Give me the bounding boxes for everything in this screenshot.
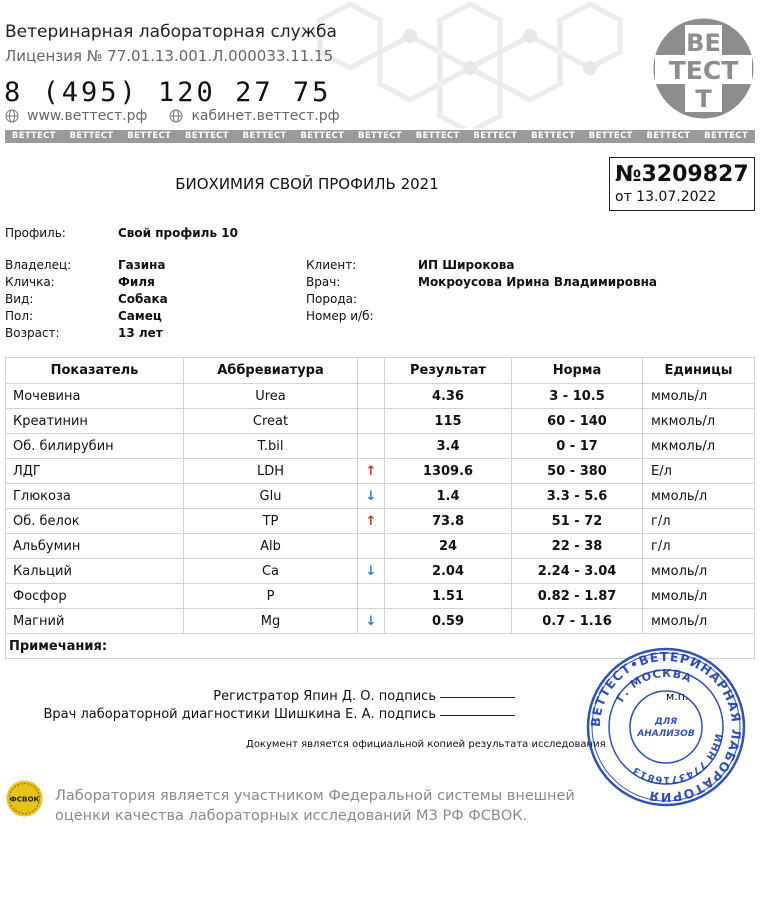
abbreviation: Urea [184, 384, 358, 409]
header-norm: Норма [512, 358, 643, 384]
report-number: №3209827 [615, 162, 749, 187]
table-header-row [6, 358, 755, 384]
table-row [6, 409, 755, 434]
result-value: 1309.6 [385, 459, 512, 484]
deviation-flag [358, 509, 385, 534]
deviation-flag [358, 484, 385, 509]
organization-name: Ветеринарная лабораторная служба [5, 22, 337, 42]
norm-range: 0.7 - 1.16 [512, 609, 643, 634]
license-number: Лицензия № 77.01.13.001.Л.000033.11.15 [5, 47, 334, 65]
table-row [6, 534, 755, 559]
doctor-signature-text: Врач лабораторной диагностики Шишкина Е. А. подпись [43, 707, 436, 722]
brand-band [5, 130, 755, 143]
sex-value: Самец [118, 309, 162, 323]
deviation-flag [358, 434, 385, 459]
doctor-value: Мокроусова Ирина Владимировна [418, 275, 657, 289]
indicator-name: Об. билирубин [6, 434, 184, 459]
unit: мкмоль/л [643, 434, 755, 459]
card-label: Номер и/б: [306, 309, 374, 323]
header-indicator: Показатель [6, 358, 184, 384]
official-copy-note: Документ является официальной копией результата исследования [246, 739, 606, 750]
norm-range: 50 - 380 [512, 459, 643, 484]
owner-value: Газина [118, 258, 166, 272]
fsvok-line-1: Лаборатория является участником Федеральной системы внешней [55, 788, 575, 804]
indicator-name: Магний [6, 609, 184, 634]
indicator-name: Креатинин [6, 409, 184, 434]
stamp-center-line2: АНАЛИЗОВ [637, 729, 695, 739]
globe-icon [5, 109, 19, 123]
norm-range: 0 - 17 [512, 434, 643, 459]
unit: г/л [643, 534, 755, 559]
logo-text-bottom: Т [695, 85, 712, 113]
unit: ммоль/л [643, 484, 755, 509]
stamp-city: Г. МОСКВА [613, 666, 695, 705]
table-row [6, 609, 755, 634]
unit: мкмоль/л [643, 409, 755, 434]
client-value: ИП Широкова [418, 258, 515, 272]
arrow-down-icon: ↓ [365, 563, 377, 579]
breed-label: Порода: [306, 292, 358, 306]
table-row [6, 434, 755, 459]
fsvok-logo [6, 780, 43, 817]
abbreviation: Glu [184, 484, 358, 509]
arrow-up-icon: ↑ [365, 463, 377, 479]
header-abbreviation: Аббревиатура [184, 358, 358, 384]
band-text: ВЕТТЕСТ [127, 131, 172, 141]
logo-text-middle: ТЕСТ [668, 56, 739, 85]
abbreviation: Mg [184, 609, 358, 634]
stamp-outer-text: ВЕТТЕСТ•ВЕТЕРИНАРНАЯ ЛАБОРАТОРИЯ [587, 648, 745, 806]
result-value: 115 [385, 409, 512, 434]
result-value: 24 [385, 534, 512, 559]
cabinet-link[interactable] [169, 108, 339, 124]
result-value: 4.36 [385, 384, 512, 409]
profile-value: Свой профиль 10 [118, 226, 238, 240]
norm-range: 3 - 10.5 [512, 384, 643, 409]
deviation-flag [358, 409, 385, 434]
unit: ммоль/л [643, 559, 755, 584]
results-table [5, 357, 755, 659]
unit: ммоль/л [643, 609, 755, 634]
fsvok-statement [55, 786, 575, 826]
deviation-flag [358, 609, 385, 634]
band-text: ВЕТТЕСТ [358, 131, 402, 141]
cabinet-url: кабинет.веттест.рф [191, 108, 340, 124]
indicator-name: Фосфор [6, 584, 184, 609]
stamp-inn: ИНН 7743716813 [630, 732, 724, 786]
result-value: 73.8 [385, 509, 512, 534]
website-link[interactable] [5, 108, 147, 124]
header-result: Результат [385, 358, 512, 384]
report-number-box [609, 157, 755, 211]
indicator-name: Глюкоза [6, 484, 184, 509]
result-value: 1.51 [385, 584, 512, 609]
result-value: 0.59 [385, 609, 512, 634]
unit: Е/л [643, 459, 755, 484]
indicator-name: Альбумин [6, 534, 184, 559]
unit: ммоль/л [643, 584, 755, 609]
report-title: БИОХИМИЯ СВОЙ ПРОФИЛЬ 2021 [175, 175, 439, 193]
nick-value: Филя [118, 275, 155, 289]
deviation-flag [358, 584, 385, 609]
table-row [6, 559, 755, 584]
seal-place-label: м.п. [666, 690, 689, 703]
header-units: Единицы [643, 358, 755, 384]
abbreviation: Creat [184, 409, 358, 434]
band-text: ВЕТТЕСТ [184, 131, 229, 141]
report-date: от 13.07.2022 [615, 189, 717, 205]
deviation-flag [358, 559, 385, 584]
abbreviation: Ca [184, 559, 358, 584]
fsvok-logo-text: ФСВОК [9, 794, 40, 804]
indicator-name: Кальций [6, 559, 184, 584]
fsvok-line-2: оценки качества лабораторных исследований МЗ РФ ФСВОК. [55, 808, 528, 824]
species-label: Вид: [5, 292, 34, 306]
table-row [6, 584, 755, 609]
band-text: ВЕТТЕСТ [531, 131, 575, 141]
table-row [6, 384, 755, 409]
notes-label: Примечания: [6, 634, 755, 659]
norm-range: 0.82 - 1.87 [512, 584, 643, 609]
arrow-up-icon: ↑ [365, 513, 377, 529]
table-row [6, 484, 755, 509]
globe-icon [169, 109, 183, 123]
band-text: ВЕТТЕСТ [11, 131, 56, 141]
age-value: 13 лет [118, 326, 163, 340]
logo-text-top: ВЕ [686, 29, 721, 57]
norm-range: 2.24 - 3.04 [512, 559, 643, 584]
abbreviation: P [184, 584, 358, 609]
abbreviation: TP [184, 509, 358, 534]
band-text: ВЕТТЕСТ [415, 131, 460, 141]
unit: ммоль/л [643, 384, 755, 409]
norm-range: 60 - 140 [512, 409, 643, 434]
lab-stamp [585, 646, 747, 808]
unit: г/л [643, 509, 755, 534]
registrar-signature-line [213, 689, 515, 704]
stamp-center-line1: ДЛЯ [654, 717, 678, 727]
age-label: Возраст: [5, 326, 60, 340]
band-text: ВЕТТЕСТ [473, 131, 518, 141]
deviation-flag [358, 384, 385, 409]
phone-number: 8 (495) 120 27 75 [4, 77, 332, 108]
arrow-down-icon: ↓ [365, 488, 377, 504]
table-row [6, 509, 755, 534]
table-row [6, 459, 755, 484]
website-links [5, 108, 362, 124]
client-label: Клиент: [306, 258, 357, 272]
sex-label: Пол: [5, 309, 34, 323]
arrow-down-icon: ↓ [365, 613, 377, 629]
band-text: ВЕТТЕСТ [646, 131, 691, 141]
band-text: ВЕТТЕСТ [588, 131, 633, 141]
registrar-text: Регистратор Япин Д. О. подпись [213, 689, 436, 704]
norm-range: 51 - 72 [512, 509, 643, 534]
doctor-label: Врач: [306, 275, 341, 289]
abbreviation: LDH [184, 459, 358, 484]
norm-range: 22 - 38 [512, 534, 643, 559]
indicator-name: ЛДГ [6, 459, 184, 484]
abbreviation: T.bil [184, 434, 358, 459]
result-value: 3.4 [385, 434, 512, 459]
norm-range: 3.3 - 5.6 [512, 484, 643, 509]
website-url: www.веттест.рф [27, 108, 148, 124]
band-text: ВЕТТЕСТ [242, 131, 287, 141]
deviation-flag [358, 534, 385, 559]
profile-label: Профиль: [5, 226, 66, 240]
band-text: ВЕТТЕСТ [69, 131, 114, 141]
indicator-name: Об. белок [6, 509, 184, 534]
result-value: 1.4 [385, 484, 512, 509]
nick-label: Кличка: [5, 275, 55, 289]
result-value: 2.04 [385, 559, 512, 584]
band-text: ВЕТТЕСТ [300, 131, 345, 141]
abbreviation: Alb [184, 534, 358, 559]
indicator-name: Мочевина [6, 384, 184, 409]
band-text: ВЕТТЕСТ [704, 131, 748, 141]
deviation-flag [358, 459, 385, 484]
owner-label: Владелец: [5, 258, 72, 272]
species-value: Собака [118, 292, 168, 306]
header-flag [358, 358, 385, 384]
doctor-signature-line [44, 707, 516, 722]
vettest-logo [652, 17, 755, 120]
